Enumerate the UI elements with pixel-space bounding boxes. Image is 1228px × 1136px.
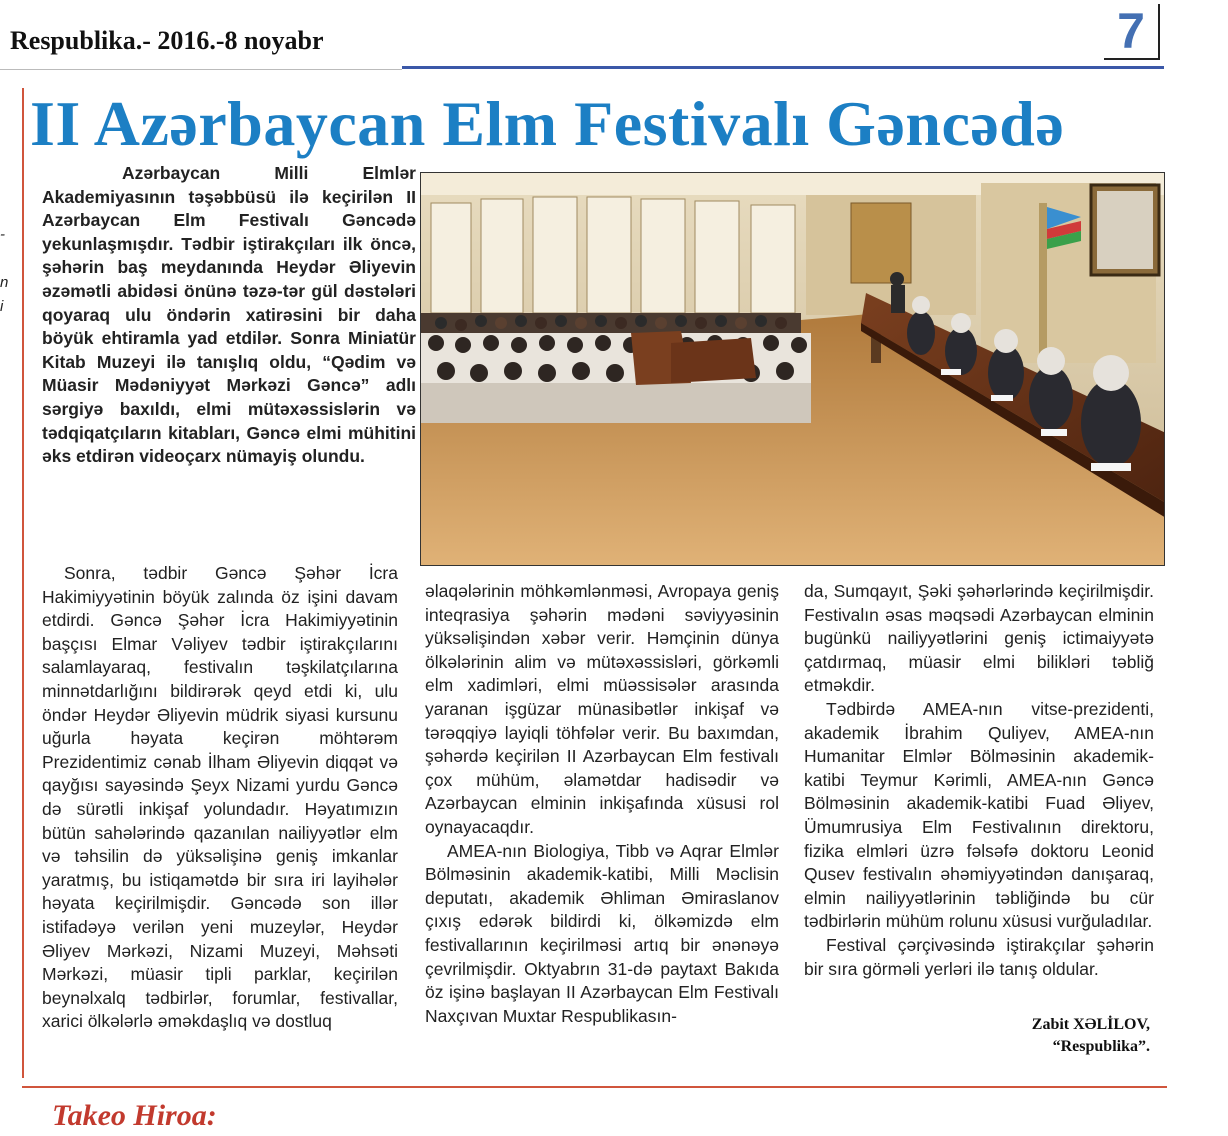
article-paragraph: Sonra, tədbir Gəncə Şəhər İcra Hakimiyyətinin böyük zalında öz işini davam etdirdi. Gəncə Şəhər İcra Hakimiyyətinin başçısı Elmar Vəliyev tədbir iştirakçılarını salamlayaraq, festivalın təşkilatçılarına minnətdarlığını bildirərək qeyd etdi ki, ulu öndər Heydər Əliyevin müdrik siyasi kursunu uğurla həyata keçirən möhtərəm Prezidentimiz cənab İlham Əliyevin diqqət və qayğısı sayəsində Şeyx Nizami yurdu Gəncə də sürətli inkişaf yolundadır. Həyatımızın bütün sahələrində qazanılan nailiyyətlər elm və təhsilin də yüksəlişinə geniş imkanlar yaratmış, bu istiqamətdə bir sıra iri layihələr həyata keçirilmişdir. Gəncədə son illər istifadəyə verilən yeni muzeylər, Heydər Əliyev Mərkəzi, Nizami Muzeyi, Məhsəti Mərkəzi, müasir tipli parklar, keçirilən beynəlxalq tədbirlər, forumlar, festivallar, xarici ölkələrlə əməkdaşlıq və dostluq <box>42 563 398 1032</box>
margin-fragment: - <box>0 226 5 243</box>
article-paragraph: əlaqələrinin möhkəmlənməsi, Avropaya geniş inteqrasiya şəhərin mədəni səviyyəsinin yüksəlişindən xəbər verir. Həmçinin dünya ölkələrinin alim və mütəxəssisləri, görkəmli elm xadimləri, elmi müəssisələr arasında yaranan işgüzar münasibətlər inkişaf və tərəqqiyə layiqli töhfələr verir. Bu baxımdan, şəhərdə keçirilən II Azərbaycan Elm festivalı çox mühüm, əlamətdar hadisədir və Azərbaycan elminin inkişafında xüsusi rol oynayacaqdır. <box>425 581 779 837</box>
article-paragraph: Festival çərçivəsində iştirakçılar şəhərin bir sıra görməli yerləri ilə tanış oldular. <box>804 934 1154 979</box>
article-paragraph: AMEA-nın Biologiya, Tibb və Aqrar Elmlər Bölməsinin akademik-katibi, Milli Məclisin deputatı, akademik Əhliman Əmiraslanov çıxış edərək bildirdi ki, ölkəmizdə elm festivallarının keçirilməsi artıq bir ənənəyə çevrilmişdir. Oktyabrın 31-də paytaxt Bakıda öz işinə başlayan II Azərbaycan Elm Festivalı Naxçıvan Muxtar Respublikasın- <box>425 840 779 1026</box>
masthead-date: Respublika.- 2016.-8 noyabr <box>10 26 324 55</box>
article-column-2 <box>425 580 779 1028</box>
article-column-1 <box>42 562 398 1034</box>
page-number: 7 <box>1104 4 1160 60</box>
photo-illustration <box>421 173 1165 566</box>
article-paragraph: Tədbirdə AMEA-nın vitse-prezidenti, akademik İbrahim Quliyev, AMEA-nın Humanitar Elmlər Bölməsinin akademik-katibi Teymur Kərimli, AMEA-nın Gəncə Bölməsinin akademik-katibi Fuad Əliyev, Ümumrusiya Elm Festivalının direktoru, fizika elmləri üzrə fəlsəfə doktoru Leonid Qusev festivalın əhəmiyyətindən danışaraq, elmin nailiyyətlərinin təbliğində bu cür tədbirlərin mühüm rolunu xüsusi vurğuladılar. <box>804 698 1154 932</box>
article-lead: Azərbaycan Milli Elmlər Akademiyasının təşəbbüsü ilə keçirilən II Azərbaycan Elm Festivalı Gəncədə yekunlaşmışdır. Tədbir iştirakçıları ilk öncə, şəhərin baş meydanında Heydər Əliyevin əzəmətli abidəsi önünə təzə-tər gül dəstələri qoyaraq ulu öndərin xatirəsini bir daha böyük ehtiramla yad etdilər. Sonra Miniatür Kitab Muzeyi ilə tanışlıq oldu, “Qədim və Müasir Mədəniyyət Mərkəzi Gəncə” adlı sərgiyə baxıldı, elmi mütəxəssislərin və tədqiqatçıların kitabları, Gəncə elmi mühitini əks etdirən videoçarx nümayiş olundu. <box>42 163 416 467</box>
next-article-title: Takeo Hiroa: <box>52 1099 217 1132</box>
bottom-rule <box>22 1086 1167 1088</box>
header-rule-blue <box>402 66 1164 69</box>
article-column-3 <box>804 580 1154 981</box>
byline-paper: “Respublika”. <box>1052 1038 1150 1055</box>
header-rule-gray <box>0 69 402 70</box>
conference-hall-photo <box>420 172 1165 566</box>
article-headline: II Azərbaycan Elm Festivalı Gəncədə <box>30 88 1065 159</box>
margin-fragment: i <box>0 298 4 315</box>
left-margin-rule <box>22 88 24 1078</box>
article-paragraph: da, Sumqayıt, Şəki şəhərlərində keçirilmişdir. Festivalın əsas məqsədi Azərbaycan elminin bugünkü nailiyyətlərini geniş ictimaiyyətə çatdırmaq, müasir elmi bilikləri təbliğ etməkdir. <box>804 581 1154 696</box>
article-byline <box>900 1014 1150 1058</box>
byline-author: Zabit XƏLİLOV, <box>1031 1016 1150 1033</box>
margin-fragment: n <box>0 274 9 291</box>
